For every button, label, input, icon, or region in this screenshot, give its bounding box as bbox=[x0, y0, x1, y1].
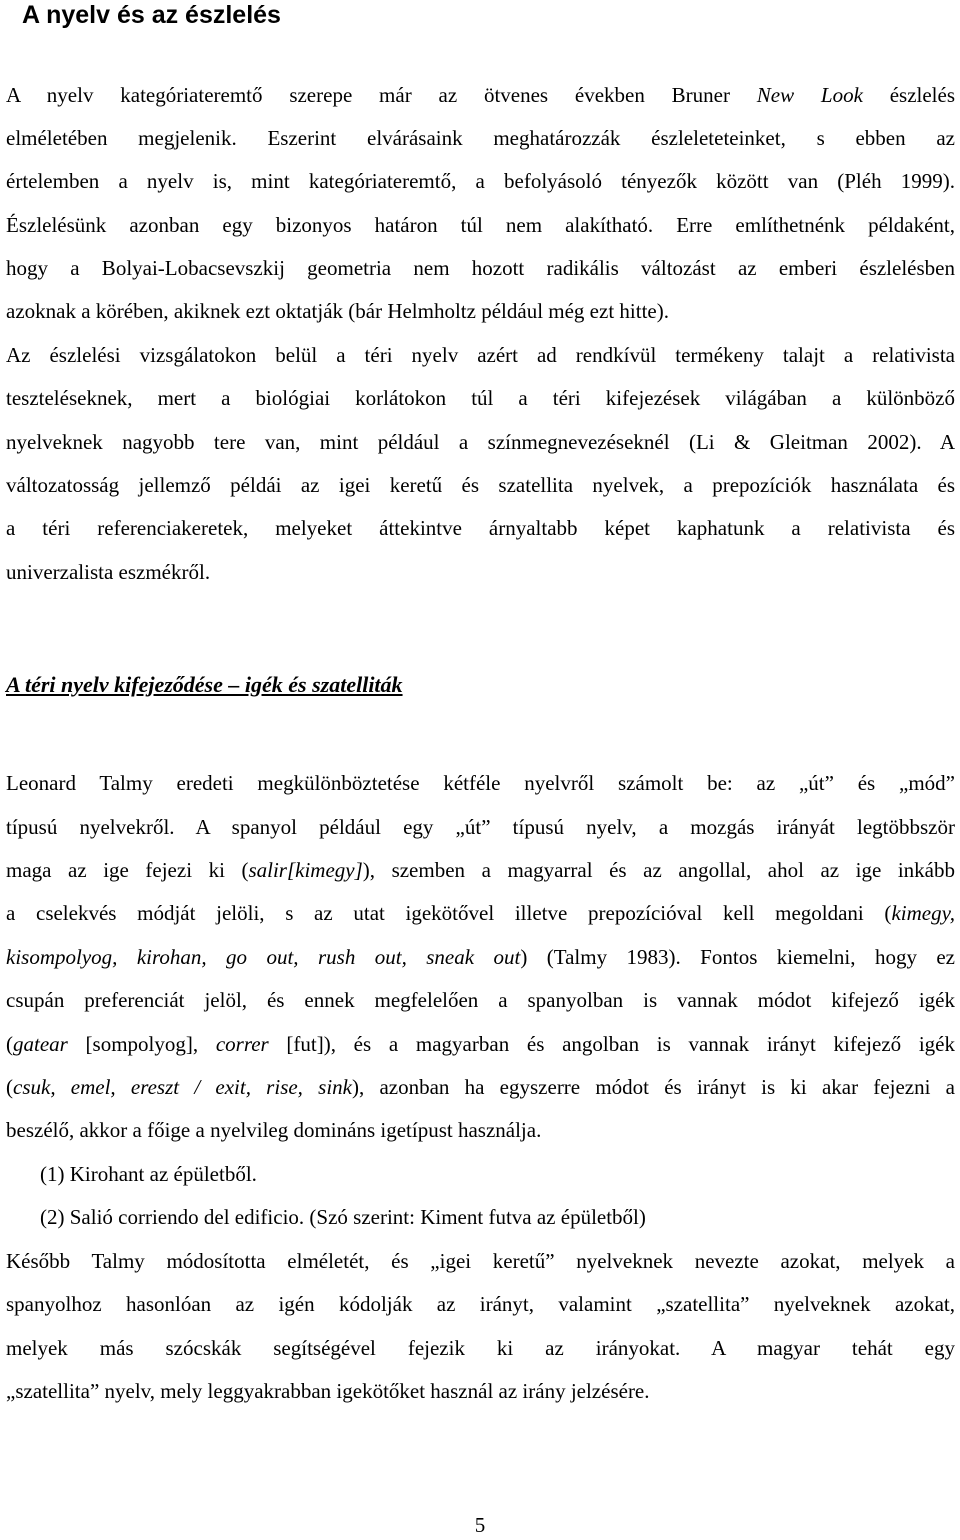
text-span: [sompolyog], bbox=[67, 1032, 216, 1056]
text-line bbox=[6, 1029, 955, 1059]
text-line bbox=[6, 80, 955, 110]
text-span: A nyelv kategóriateremtő szerepe már az ötvenes években Bruner bbox=[6, 83, 757, 107]
text-line: nyelveknek nagyobb tere van, mint például a színmegnevezéseknél (Li & Gleitman 2002). A bbox=[6, 430, 955, 454]
text-span: a cselekvés módját jelöli, s az utat igekötővel illetve prepozícióval kell megoldani ( bbox=[6, 901, 892, 925]
text-line: azoknak a körében, akiknek ezt oktatják (bár Helmholtz például még ezt hitte). bbox=[6, 299, 669, 323]
example-2: (2) Salió corriendo del edificio. (Szó szerint: Kiment futva az épületből) bbox=[40, 1205, 646, 1229]
page-heading: A nyelv és az észlelés bbox=[22, 1, 281, 29]
text-line bbox=[6, 855, 955, 885]
italic-span: kisompolyog, kirohan, go out, rush out, sneak out bbox=[6, 945, 521, 969]
text-line: csupán preferenciát jelöl, és ennek megfelelően a spanyolban is vannak módot kifejező igék bbox=[6, 988, 955, 1012]
text-span: ( bbox=[6, 1032, 13, 1056]
text-line: beszélő, akkor a főige a nyelvileg domináns igetípust használja. bbox=[6, 1118, 542, 1142]
text-line: a téri referenciakeretek, melyeket áttekintve árnyaltabb képet kaphatunk a relativista és bbox=[6, 516, 955, 540]
text-line bbox=[6, 1072, 955, 1102]
italic-span: gatear bbox=[13, 1032, 68, 1056]
text-line: Leonard Talmy eredeti megkülönböztetése kétféle nyelvről számolt be: az „út” és „mód” bbox=[6, 771, 955, 795]
text-span: maga az ige fejezi ki ( bbox=[6, 858, 249, 882]
italic-span: csuk, emel, ereszt / exit, rise, sink bbox=[13, 1075, 352, 1099]
text-line: Később Talmy módosította elméletét, és „igei keretű” nyelveknek nevezte azokat, melyek a bbox=[6, 1249, 955, 1273]
text-span: ) (Talmy 1983). Fontos kiemelni, hogy ez bbox=[520, 945, 955, 969]
text-line: spanyolhoz hasonlóan az igén kódolják az irányt, valamint „szatellita” nyelveknek azokat, bbox=[6, 1292, 955, 1316]
example-1: (1) Kirohant az épületből. bbox=[40, 1162, 257, 1186]
text-line bbox=[6, 898, 955, 928]
text-line: hogy a Bolyai-Lobacsevszkij geometria nem hozott radikális változást az emberi észlelésben bbox=[6, 256, 955, 280]
text-span: észlelés bbox=[862, 83, 955, 107]
text-span: ), azonban ha egyszerre módot és irányt is ki akar fejezni a bbox=[351, 1075, 955, 1099]
text-line: Észlelésünk azonban egy bizonyos határon túl nem alakítható. Erre említhetnénk példaként, bbox=[6, 213, 955, 237]
page-number: 5 bbox=[474, 1513, 486, 1537]
italic-span: New Look bbox=[756, 83, 863, 107]
text-line: teszteléseknek, mert a biológiai korlátokon túl a téri kifejezések világában a különböző bbox=[6, 386, 955, 410]
text-line: univerzalista eszmékről. bbox=[6, 560, 211, 584]
text-line: Az észlelési vizsgálatokon belül a téri nyelv azért ad rendkívül termékeny talajt a relativista bbox=[6, 343, 955, 367]
italic-span: salir[kimegy] bbox=[248, 858, 363, 882]
text-span: [fut]), és a magyarban és angolban is vannak irányt kifejező igék bbox=[268, 1032, 955, 1056]
text-line: értelemben a nyelv is, mint kategóriateremtő, a befolyásoló tényezők között van (Pléh 1999). bbox=[6, 169, 955, 193]
text-line: „szatellita” nyelv, mely leggyakrabban igekötőket használ az irány jelzésére. bbox=[6, 1379, 650, 1403]
text-line: típusú nyelvekről. A spanyol például egy „út” típusú nyelv, a mozgás irányát legtöbbször bbox=[6, 815, 955, 839]
text-span: ( bbox=[6, 1075, 13, 1099]
italic-span: correr bbox=[215, 1032, 269, 1056]
text-line: melyek más szócskák segítségével fejezik ki az irányokat. A magyar tehát egy bbox=[6, 1336, 955, 1360]
text-line bbox=[6, 942, 955, 972]
text-line: elméletében megjelenik. Eszerint elvárásaink meghatározzák észleleteteinket, s ebben az bbox=[6, 126, 955, 150]
section-title: A téri nyelv kifejeződése – igék és szatelliták bbox=[6, 672, 403, 697]
italic-span: kimegy, bbox=[891, 901, 955, 925]
text-line: változatosság jellemző példái az igei keretű és szatellita nyelvek, a prepozíciók használata és bbox=[6, 473, 955, 497]
text-span: ), szemben a magyarral és az angollal, ahol az ige inkább bbox=[362, 858, 955, 882]
